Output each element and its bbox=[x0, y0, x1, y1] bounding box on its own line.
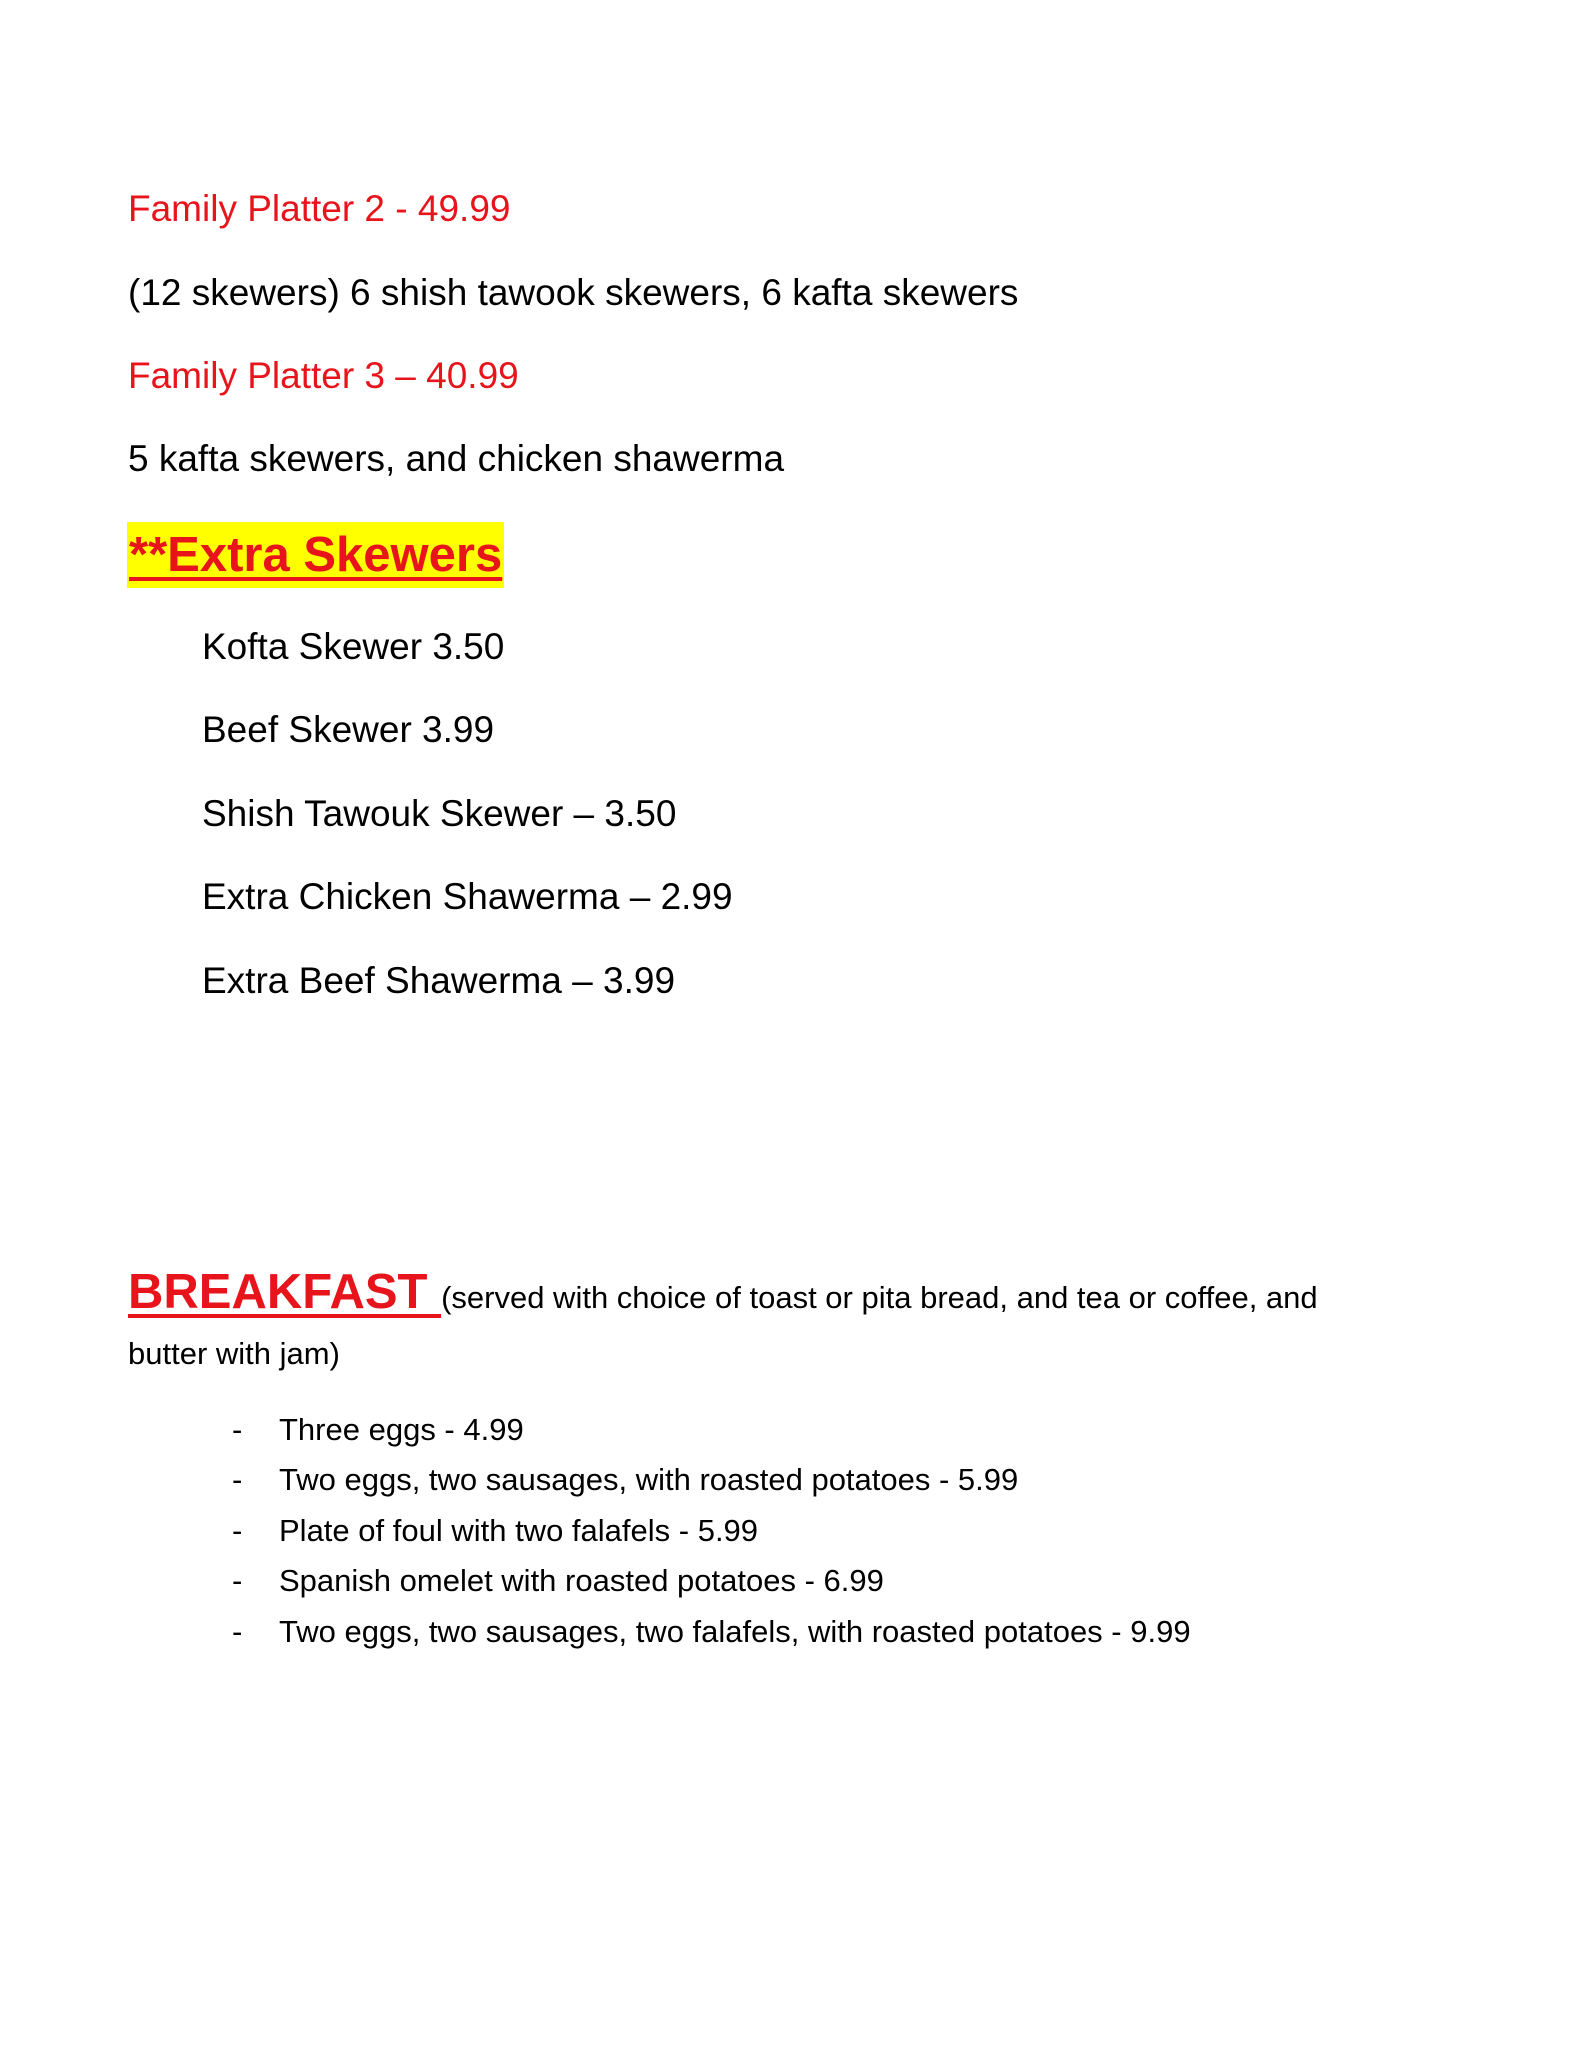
breakfast-note-line1: (served with choice of toast or pita bread, and tea or coffee, and bbox=[441, 1280, 1318, 1315]
breakfast-title: BREAKFAST bbox=[128, 1265, 442, 1319]
breakfast-item: Spanish omelet with roasted potatoes - 6.99 bbox=[279, 1563, 884, 1598]
extra-skewer-item: Kofta Skewer 3.50 bbox=[202, 626, 505, 667]
extra-skewer-item: Extra Beef Shawerma – 3.99 bbox=[202, 960, 676, 1001]
breakfast-note-line2: butter with jam) bbox=[128, 1336, 340, 1371]
extra-skewer-item: Beef Skewer 3.99 bbox=[202, 709, 495, 750]
platter-2-description: (12 skewers) 6 shish tawook skewers, 6 kafta skewers bbox=[128, 272, 1019, 313]
list-bullet: - bbox=[232, 1412, 243, 1447]
extra-skewer-item: Shish Tawouk Skewer – 3.50 bbox=[202, 793, 677, 834]
breakfast-item: Two eggs, two sausages, two falafels, with roasted potatoes - 9.99 bbox=[279, 1614, 1191, 1649]
list-bullet: - bbox=[232, 1563, 243, 1598]
list-bullet: - bbox=[232, 1614, 243, 1649]
platter-3-title: Family Platter 3 – 40.99 bbox=[128, 355, 519, 396]
breakfast-item: Plate of foul with two falafels - 5.99 bbox=[279, 1513, 759, 1548]
extra-skewers-heading: **Extra Skewers bbox=[127, 522, 504, 588]
platter-3-description: 5 kafta skewers, and chicken shawerma bbox=[128, 438, 785, 479]
breakfast-header-line bbox=[128, 1262, 1318, 1334]
extra-skewer-item: Extra Chicken Shawerma – 2.99 bbox=[202, 876, 733, 917]
breakfast-item: Three eggs - 4.99 bbox=[279, 1412, 524, 1447]
breakfast-item: Two eggs, two sausages, with roasted potatoes - 5.99 bbox=[279, 1462, 1019, 1497]
list-bullet: - bbox=[232, 1513, 243, 1548]
platter-2-title: Family Platter 2 - 49.99 bbox=[128, 188, 511, 229]
list-bullet: - bbox=[232, 1462, 243, 1497]
